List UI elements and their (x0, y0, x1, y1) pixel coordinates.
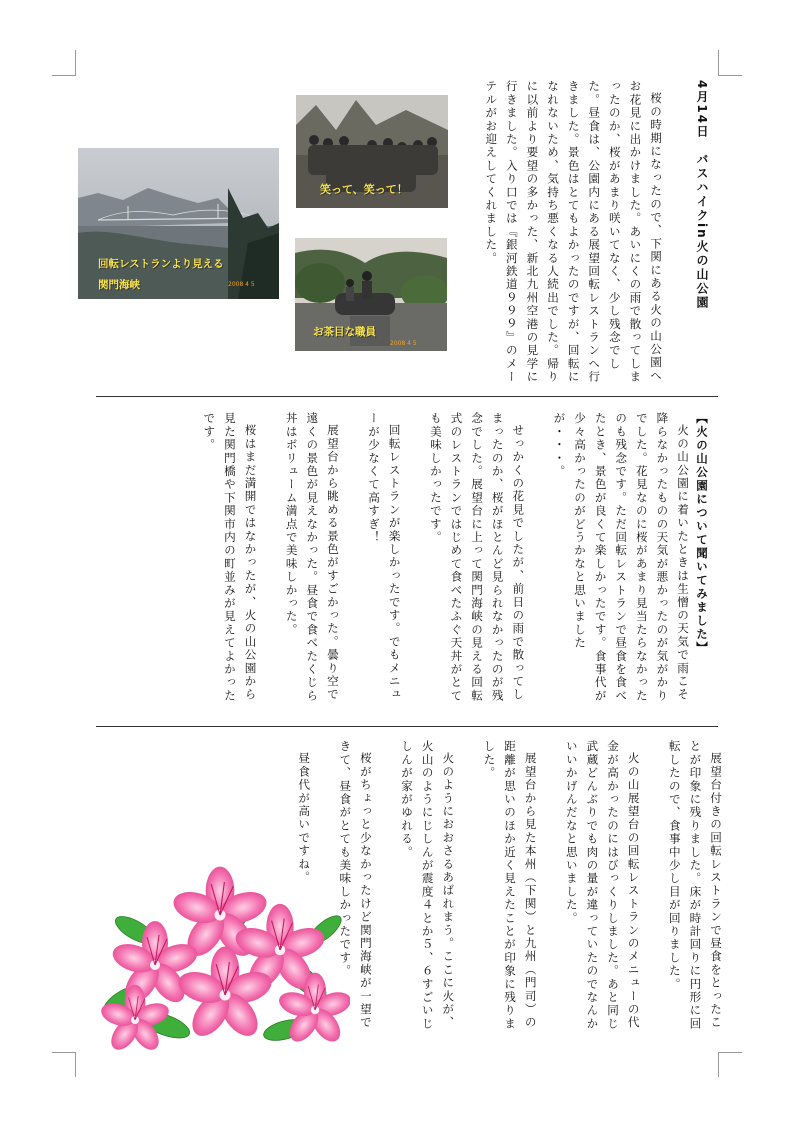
section2-spacer (405, 412, 426, 712)
crop-mark-tl-v (75, 50, 76, 75)
photo-bottom-caption: お茶目な職員 (313, 326, 376, 338)
section2-paragraph: 回転レストランが楽しかったです。でもメニューが少なくて高すぎ！ (367, 412, 402, 701)
photo-kanmon-strait (78, 148, 279, 299)
section3-spacer (541, 740, 562, 1040)
photo-top-caption: 笑って、笑って！ (320, 183, 408, 196)
section3-paragraph: 昼食代が高いですね。 (297, 751, 312, 884)
crop-mark-tr-h (718, 75, 742, 76)
divider-1 (96, 396, 718, 397)
section3-paragraph: 桜がちょっと少なかったけど関門海峡が一望できて、昼食がとても美味しかったです。 (338, 740, 373, 1029)
section3-paragraph: 火の山展望台の回転レストランのメニューの代金が高かったのにはびっくりしました。あと同じ武蔵どんぶりでも肉の量が違っていたのでなんかいいかげんだなと思いました。 (564, 740, 641, 1031)
section2-spacer (343, 412, 364, 712)
azalea-flower-illustration (95, 860, 350, 1050)
section3-paragraph: 展望台から見た本州（下関）と九州（門司）の距離が思いのほか近く見えたことが印象に残りました。 (482, 740, 538, 1031)
divider-2 (96, 726, 718, 727)
section2-spacer (261, 412, 282, 712)
section2-paragraph: 火の山公園に着いたときは生憎の天気で雨こそ降らなかったものの天気が悪かったのが気がかりでした。花見なのに桜があまり見当たらなかったのも残念です。ただ回転レストランで昼食を食べたとき、景色が良くて楽しかったです。食事代が少々高かったのがどうかなと思いましたが・・・。 (552, 412, 690, 703)
section2-spacer (528, 412, 549, 712)
section3-spacer (376, 740, 397, 1040)
photo-bottom-date: 2008 4 5 (390, 340, 417, 347)
section2-paragraph: せっかくの花見でしたが、前日の雨で散ってしまったのか、桜がほとんど見られなかったのが残念でした。展望台に上って関門海峡の見える回転式のレストランではじめて食べたふぐ天丼がとても美味しかったです。 (428, 412, 526, 703)
section2-paragraph: 展望台から眺める景色がすごかった。曇り空で遠くの景色が見えなかった。昼食で食べたくじら丼はボリューム満点で美味しかった。 (284, 412, 340, 703)
section1-title: 4月14日 バスハイクin火の山公園 (695, 80, 709, 310)
photo-left-caption-line2: 関門海峡 (98, 279, 140, 291)
section3-spacer (644, 740, 665, 1040)
crop-mark-bl-v (75, 1052, 76, 1077)
section1-paragraph: 桜の時期になったので、下関にある火の山公園へお花見に出かけました。あいにくの雨で散ってしまったのか、桜があまり咲いてなく、少し残念でした。昼食は、公園内にある展望回転レストランへ行きました。景色はとてもよかったのですが、回転になれないため、気持ち悪くなる人続出でした。帰りに以前より要望の多かった、新北九州空港の見学に行きました。入り口では『銀河鉄道９９９』のメーテルがお迎えしてくれました。 (484, 80, 663, 384)
section1-body (476, 80, 666, 390)
crop-mark-bl-h (52, 1052, 76, 1053)
crop-mark-br-v (718, 1052, 719, 1077)
photo-left-caption-line1: 回転レストランより見える (98, 258, 224, 270)
section2-paragraph: 桜はまだ満開ではなかったが、火の山公園から見た関門橋や下関市内の町並みが見えてよかったです。 (202, 412, 258, 703)
section2-body (113, 412, 693, 712)
crop-mark-tr-v (718, 50, 719, 75)
photo-staff (295, 238, 447, 351)
crop-mark-br-h (718, 1052, 742, 1053)
section3-paragraph: 展望台付きの回転レストランで昼食をとったことが印象に残りました。床が時計回りに円形に回転したので、食事中少し目が回りました。 (667, 740, 723, 1031)
section2-title: 【火の山公園について聞いてみました】 (695, 412, 709, 655)
section3-paragraph: 火のようにおおさるあばれまう。ここに火が、火山のようにじしんが震度４とか５、６すごいじしんが家がゆれる。 (400, 740, 456, 1031)
photo-group (296, 95, 448, 208)
crop-mark-tl-h (52, 75, 76, 76)
photo-left-date: 2008 4 5 (228, 281, 255, 288)
section3-spacer (458, 740, 479, 1040)
